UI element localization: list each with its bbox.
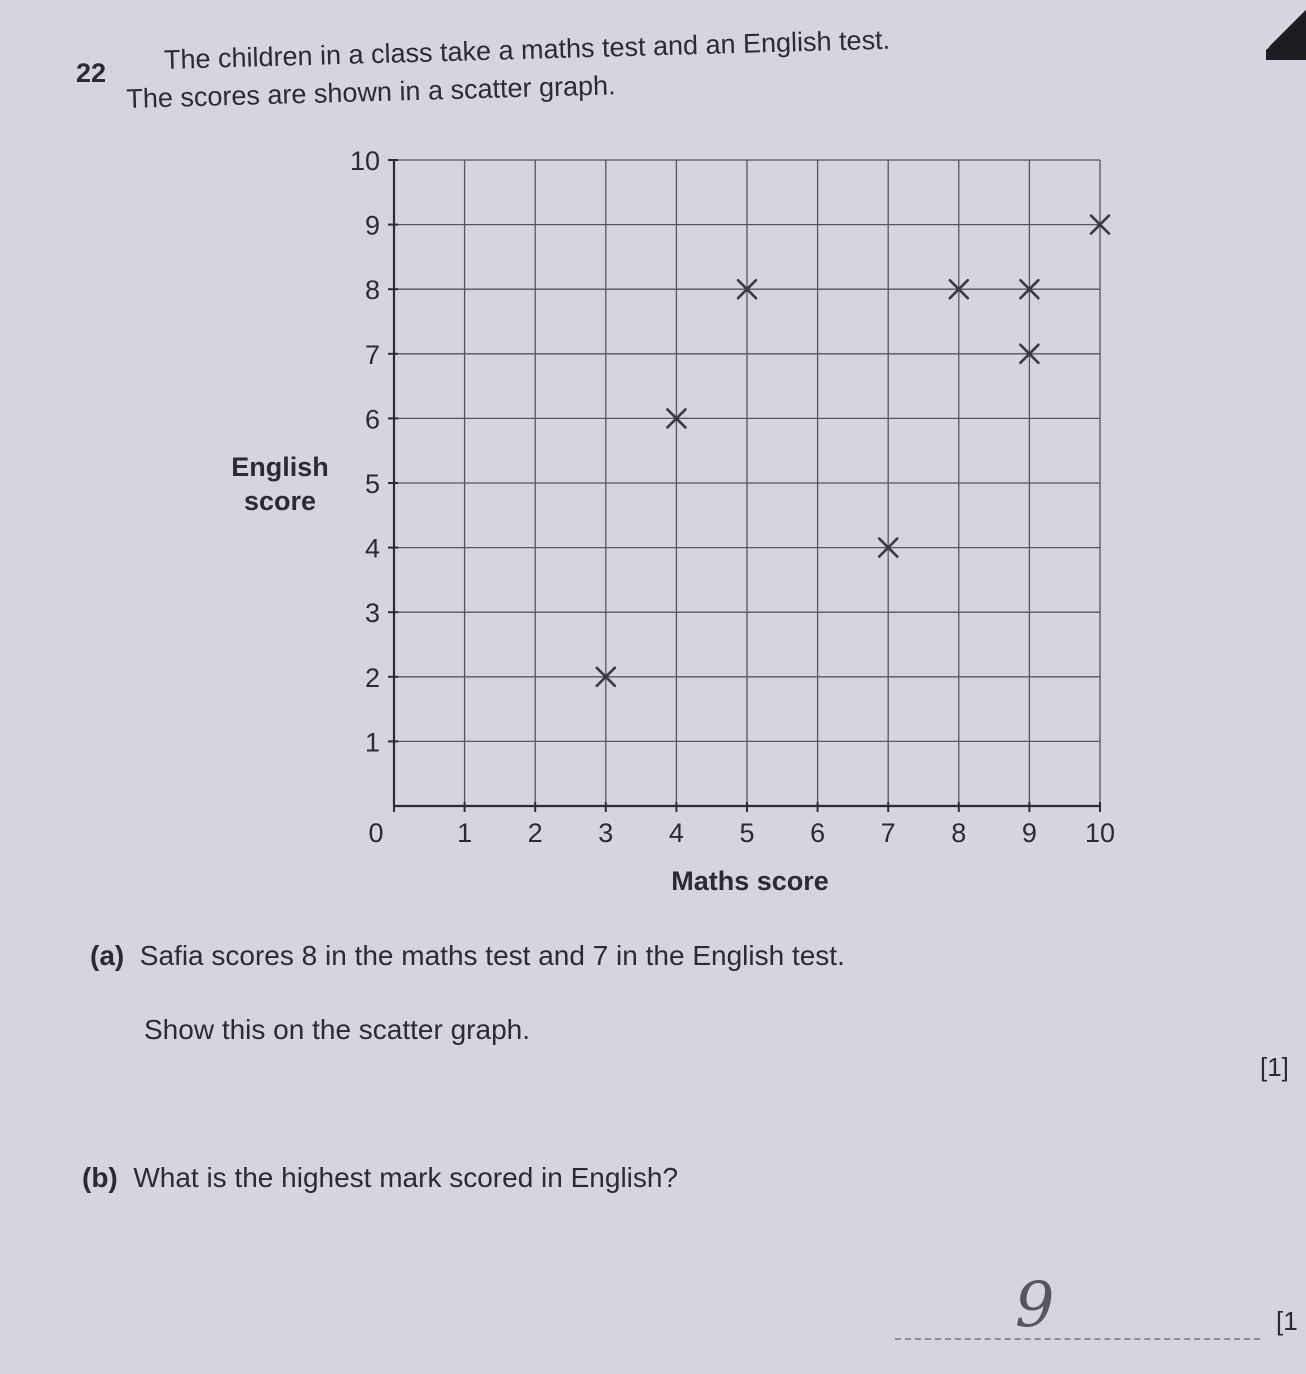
intro-text-1: The children in a class take a maths test and an English test. [163,24,891,75]
y-axis-label [200,450,360,518]
part-b-text: What is the highest mark scored in English? [133,1162,679,1193]
y-tick-label: 9 [364,210,380,241]
x-tick-label: 2 [527,818,543,848]
x-tick-label: 1 [457,818,473,848]
page-corner-shadow [1266,0,1306,60]
x-tick-label: 9 [1021,818,1037,848]
y-tick-label: 8 [364,275,380,306]
part-a-text: Safia scores 8 in the maths test and 7 in the English test. [139,940,845,971]
x-tick-label: 10 [1084,818,1116,848]
part-a-label: (a) [90,940,125,971]
question-intro-line-2: The scores are shown in a scatter graph. [126,70,616,114]
question-number: 22 [76,58,107,88]
y-axis-label-line-1: English [231,452,329,482]
x-tick-label: 4 [668,818,684,848]
part-b-question [82,1162,678,1194]
x-tick-label: 5 [739,818,755,848]
part-a-question [90,940,845,972]
y-tick-label: 6 [364,404,380,435]
answer-line[interactable] [895,1338,1260,1340]
part-b-answer[interactable]: 9 [1015,1268,1055,1341]
y-tick-label: 4 [364,533,380,564]
data-points [597,216,1109,686]
part-a-instruction: Show this on the scatter graph. [144,1014,530,1045]
part-a-marks: [1] [1260,1052,1289,1082]
y-tick-label: 10 [349,146,380,176]
x-tick-label: 0 [368,818,384,848]
y-tick-label: 5 [364,469,380,499]
part-b-label: (b) [82,1162,118,1193]
y-axis-label-line-2: score [243,486,317,516]
y-tick-label: 3 [364,598,380,629]
x-tick-label: 8 [951,818,967,848]
y-tick-label: 7 [364,339,380,370]
part-b-marks: [1 [1276,1306,1298,1336]
graph-grid [394,160,1100,806]
y-tick-label: 1 [364,727,380,758]
x-tick-label: 3 [598,818,614,848]
x-tick-label: 7 [880,818,896,848]
x-tick-label: 6 [810,818,826,848]
x-axis-label: Maths score [671,866,829,896]
y-tick-label: 2 [364,662,380,693]
